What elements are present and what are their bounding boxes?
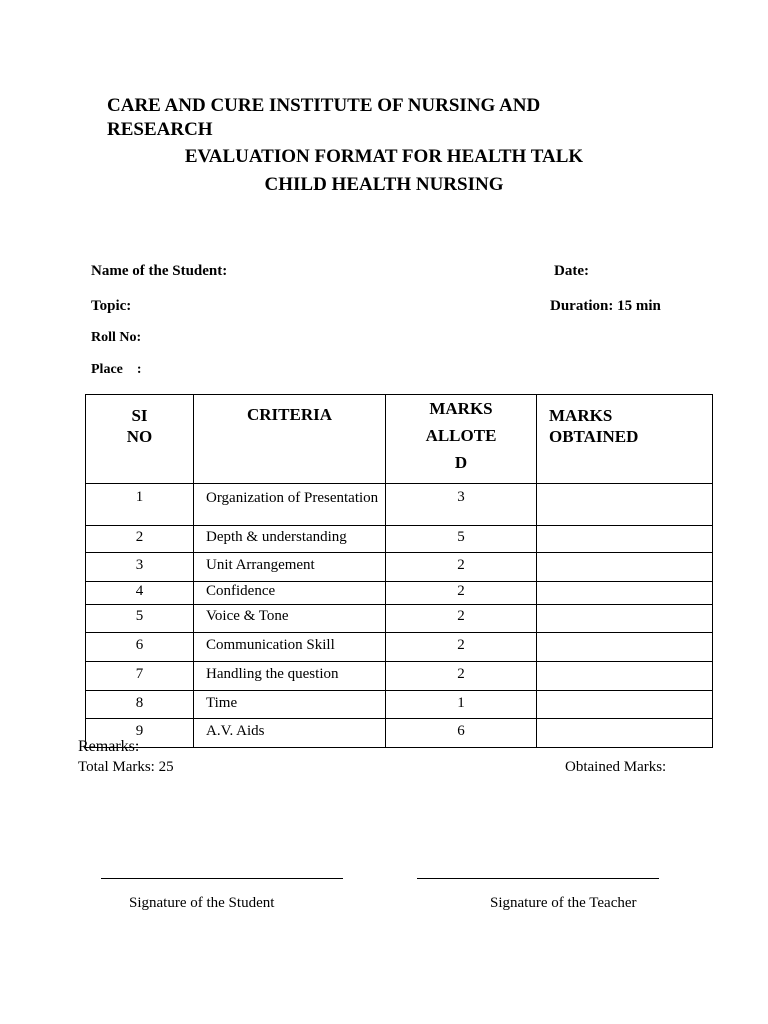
topic-label: Topic:	[91, 298, 132, 314]
teacher-signature-line	[417, 878, 659, 879]
row-si: 2	[86, 526, 194, 553]
row-criteria: Organization of Presentation	[194, 484, 386, 526]
row-marks-obtained-cell[interactable]	[537, 605, 713, 633]
header-criteria: CRITERIA	[194, 395, 386, 484]
row-marks-allotted: 2	[386, 662, 537, 691]
row-marks-allotted: 2	[386, 605, 537, 633]
place-label: Place :	[91, 362, 142, 377]
row-marks-allotted: 3	[386, 484, 537, 526]
table-row	[86, 633, 713, 662]
row-criteria: A.V. Aids	[194, 719, 386, 748]
header-si-no	[86, 395, 194, 484]
row-marks-obtained-cell[interactable]	[537, 662, 713, 691]
row-marks-allotted: 2	[386, 553, 537, 582]
row-criteria: Depth & understanding	[194, 526, 386, 553]
row-marks-allotted: 5	[386, 526, 537, 553]
row-marks-obtained-cell[interactable]	[537, 526, 713, 553]
header-marks-allotted	[386, 395, 537, 484]
row-si: 7	[86, 662, 194, 691]
evaluation-table	[85, 394, 713, 748]
table-row	[86, 553, 713, 582]
header-si-line1: SI	[131, 406, 148, 425]
header-marks-obtained	[537, 395, 713, 484]
roll-no-label: Roll No:	[91, 330, 142, 345]
format-title: EVALUATION FORMAT FOR HEALTH TALK	[184, 146, 584, 167]
row-marks-obtained-cell[interactable]	[537, 553, 713, 582]
row-criteria: Handling the question	[194, 662, 386, 691]
table-header-row	[86, 395, 713, 484]
row-marks-obtained-cell[interactable]	[537, 633, 713, 662]
row-si: 8	[86, 691, 194, 719]
row-si: 5	[86, 605, 194, 633]
student-signature-label: Signature of the Student	[129, 895, 275, 911]
row-marks-allotted: 6	[386, 719, 537, 748]
row-si: 9	[86, 719, 194, 748]
row-marks-obtained-cell[interactable]	[537, 719, 713, 748]
teacher-signature-label: Signature of the Teacher	[490, 895, 637, 911]
header-obtained-line1: MARKS	[549, 406, 613, 425]
row-si: 1	[86, 484, 194, 526]
header-allotted-line2: ALLOTE	[425, 426, 497, 445]
table-row	[86, 719, 713, 748]
table-row	[86, 691, 713, 719]
table-row	[86, 605, 713, 633]
header-obtained-line2: OBTAINED	[549, 427, 639, 446]
row-si: 4	[86, 582, 194, 605]
total-marks: Total Marks: 25	[78, 759, 174, 775]
header-allotted-line3: D	[454, 453, 468, 472]
student-signature-line	[101, 878, 343, 879]
row-si: 3	[86, 553, 194, 582]
header-allotted-line1: MARKS	[429, 399, 493, 418]
table-row	[86, 526, 713, 553]
row-marks-allotted: 2	[386, 582, 537, 605]
subject-title: CHILD HEALTH NURSING	[264, 174, 504, 195]
row-marks-obtained-cell[interactable]	[537, 484, 713, 526]
institute-title: CARE AND CURE INSTITUTE OF NURSING AND RESEARCH	[107, 95, 541, 140]
date-label: Date:	[554, 263, 589, 279]
row-si: 6	[86, 633, 194, 662]
row-criteria: Communication Skill	[194, 633, 386, 662]
row-marks-obtained-cell[interactable]	[537, 691, 713, 719]
row-criteria: Time	[194, 691, 386, 719]
row-marks-allotted: 1	[386, 691, 537, 719]
row-marks-obtained-cell[interactable]	[537, 582, 713, 605]
row-criteria: Confidence	[194, 582, 386, 605]
obtained-marks-label: Obtained Marks:	[565, 759, 667, 775]
table-row	[86, 484, 713, 526]
duration-label: Duration: 15 min	[550, 298, 661, 314]
row-criteria: Unit Arrangement	[194, 553, 386, 582]
header-si-line2: NO	[126, 427, 153, 446]
table-row	[86, 662, 713, 691]
table-row	[86, 582, 713, 605]
row-marks-allotted: 2	[386, 633, 537, 662]
row-criteria: Voice & Tone	[194, 605, 386, 633]
student-name-label: Name of the Student:	[91, 263, 228, 279]
remarks-label: Remarks:	[78, 738, 140, 755]
